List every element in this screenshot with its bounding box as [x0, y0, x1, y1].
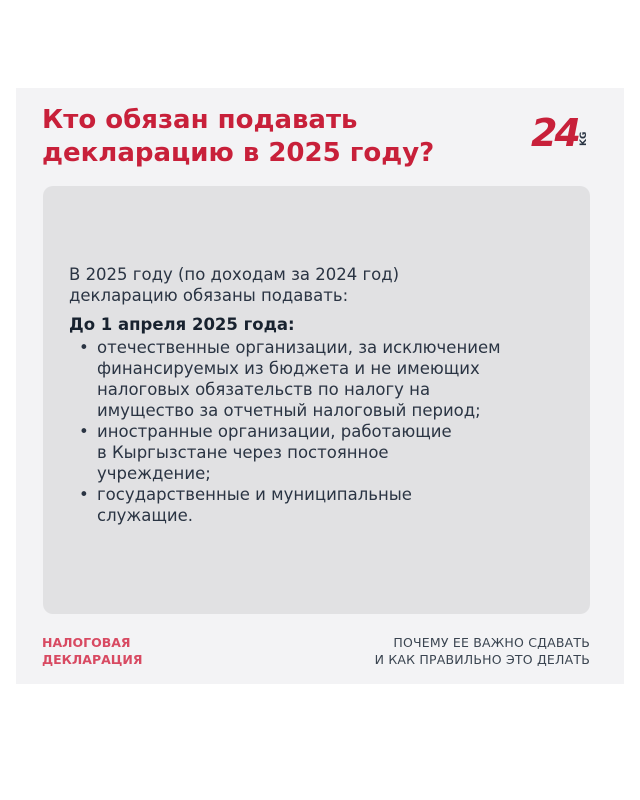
- title-line-1: Кто обязан подавать: [42, 105, 358, 135]
- content-text: [69, 264, 579, 526]
- list-item-line: служащие.: [97, 506, 194, 525]
- list-item-line: финансируемых из бюджета и не имеющих: [97, 359, 480, 378]
- list-item-line: государственные и муниципальные: [97, 485, 412, 504]
- footer-subtitle-line-2: И КАК ПРАВИЛЬНО ЭТО ДЕЛАТЬ: [374, 652, 590, 667]
- list-item-line: иностранные организации, работающие: [97, 422, 452, 441]
- deadline-heading: До 1 апреля 2025 года:: [69, 315, 295, 334]
- bullet-icon: •: [79, 422, 89, 441]
- list-item-line: отечественные организации, за исключением: [97, 338, 501, 357]
- footer-category-line-2: ДЕКЛАРАЦИЯ: [42, 652, 143, 667]
- footer-subtitle-line-1: ПОЧЕМУ ЕЕ ВАЖНО СДАВАТЬ: [393, 635, 590, 650]
- list-item-line: в Кыргызстане через постоянное: [97, 443, 389, 462]
- list-item: [69, 421, 579, 484]
- title-line-2: декларацию в 2025 году?: [42, 138, 435, 168]
- slide-card: [16, 88, 624, 684]
- list-item: [69, 484, 579, 526]
- slide-title: [42, 104, 512, 170]
- logo-digits: 24: [531, 111, 578, 154]
- intro-line-1: В 2025 году (по доходам за 2024 год): [69, 265, 400, 284]
- intro-text: [69, 264, 579, 306]
- content-box: [43, 186, 590, 614]
- obligated-list: [69, 337, 579, 526]
- footer-category: [42, 634, 142, 668]
- bullet-icon: •: [79, 338, 89, 357]
- intro-line-2: декларацию обязаны подавать:: [69, 286, 349, 305]
- footer-subtitle: [375, 634, 590, 668]
- 24kg-logo: [530, 110, 590, 154]
- list-item-line: учреждение;: [97, 464, 211, 483]
- list-item-line: имущество за отчетный налоговый период;: [97, 401, 481, 420]
- bullet-icon: •: [79, 485, 89, 504]
- list-item-line: налоговых обязательств по налогу на: [97, 380, 431, 399]
- list-item: [69, 337, 579, 421]
- logo-suffix: KG: [579, 131, 589, 146]
- footer-category-line-1: НАЛОГОВАЯ: [42, 635, 131, 650]
